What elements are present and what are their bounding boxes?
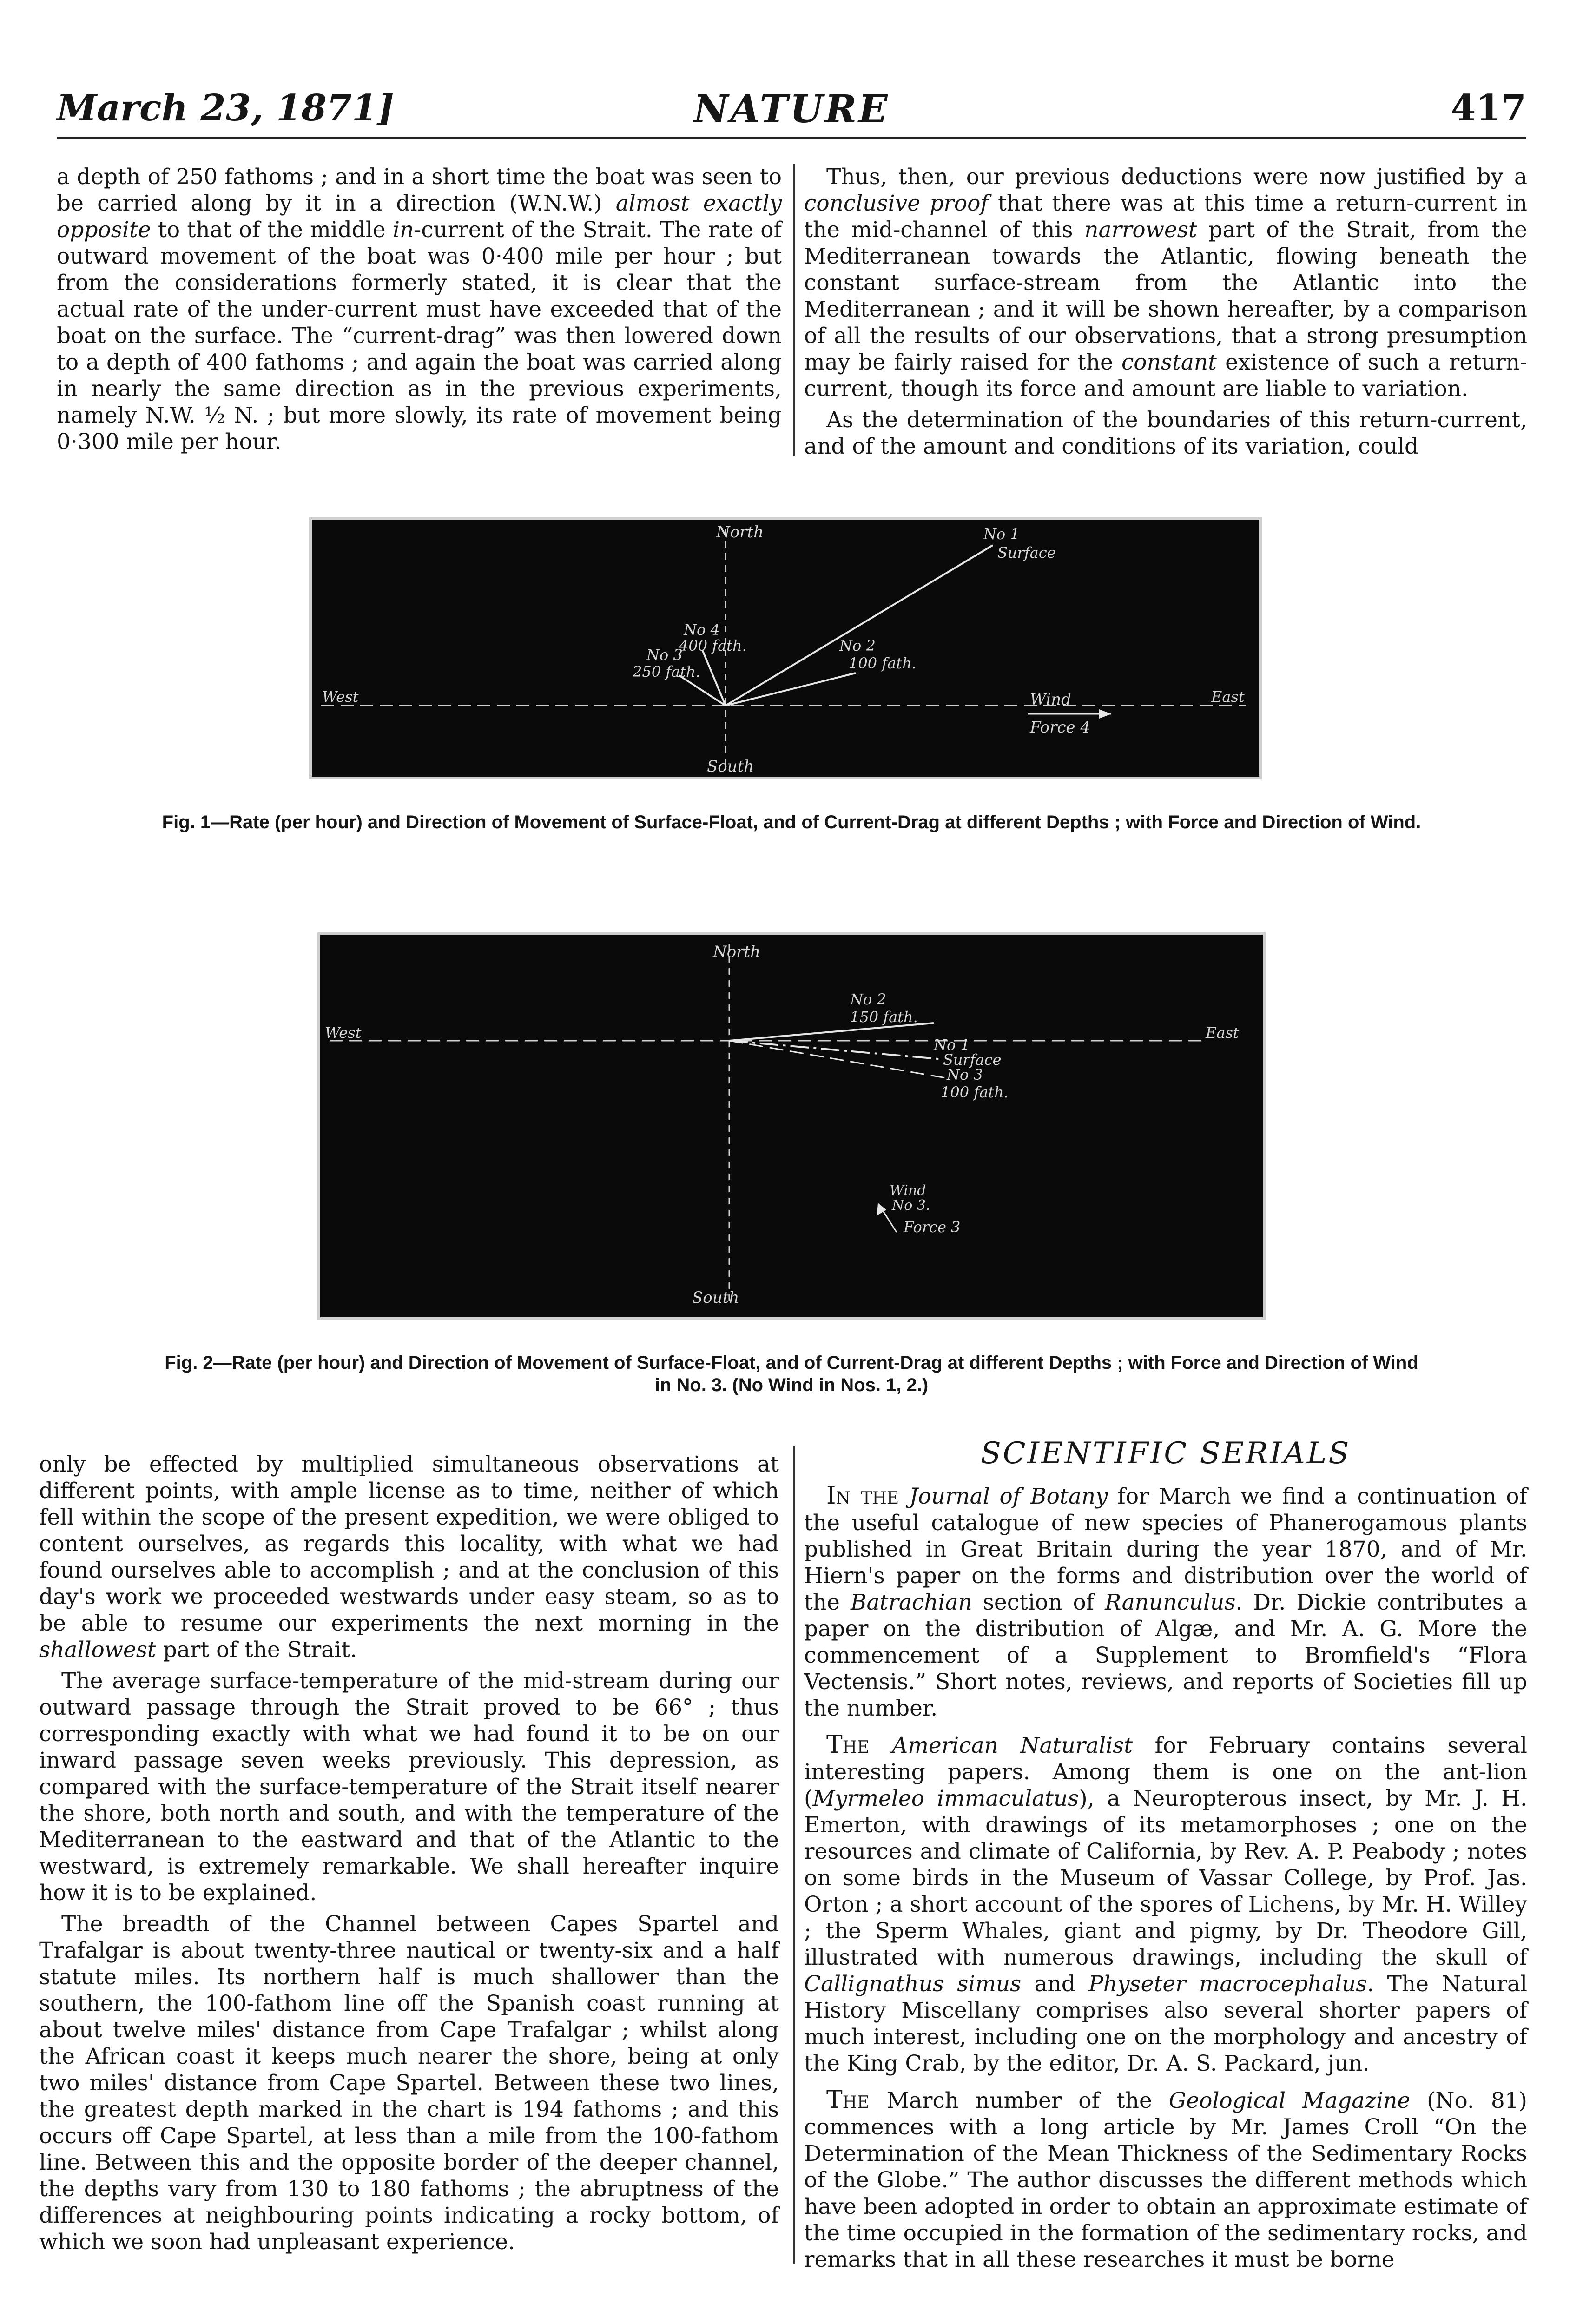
- label-wind: Wind: [1030, 690, 1071, 709]
- figure-2-caption: [57, 1352, 1526, 1396]
- figure-1: [309, 517, 1262, 779]
- label-no2-depth: 100 fath.: [849, 654, 917, 672]
- label-no1: No 1: [934, 1036, 970, 1054]
- paragraph: The average surface-temperature of the mid-stream during our outward passage through the Strait proved to be 66° ; thus corresponding exactly with what we had found it to be on our inward passage seven weeks previously. This depression, as compared with the surface-temperature of the Strait itself nearer the shore, both north and south, and with the temperature of the Mediterranean to the eastward and that of the Atlantic to the westward, is extremely remarkable. We shall hereafter inquire how it is to be explained.: [39, 1668, 779, 1906]
- figure-2: [317, 932, 1266, 1320]
- label-no3: No 3: [646, 646, 683, 664]
- label-south: South: [692, 1288, 739, 1307]
- label-no2: No 2: [839, 637, 876, 654]
- vector-no1-surface: [726, 545, 993, 706]
- bottom-left-column: [39, 1451, 779, 2260]
- wind-arrowhead: [1099, 709, 1111, 719]
- label-east: East: [1206, 1024, 1239, 1042]
- paragraph: only be effected by multiplied simultaneous observations at different points, with ample license as to time, neither of which fell within the scope of the present expedition, we were obliged to content ourselves, as regards this locality, with what we had found ourselves able to accomplish ; and at the conclusion of this day's work we proceeded westwards under easy steam, so as to be able to resume our experiments the next morning in the shallowest part of the Strait.: [39, 1452, 779, 1663]
- label-no4-depth: 400 fath.: [679, 637, 747, 654]
- paragraph: The American Naturalist for February contains several interesting papers. Among them is one on the ant-lion (Myrmeleo immaculatus), a Neuropterous insect, by Mr. J. H. Emerton, with drawings of its metamorphoses ; one on the resources and climate of California, by Rev. A. P. Peabody ; notes on some birds in the Museum of Vassar College, by Prof. Jas. Orton ; a short account of the spores of Lichens, by Mr. H. Willey ; the Sperm Whales, giant and pigmy, by Dr. Theodore Gill, illustrated with numerous drawings, including the skull of Callignathus simus and Physeter macrocephalus. The Natural History Miscellany comprises also several shorter papers of much interest, including one on the morphology and ancestry of the King Crab, by the editor, Dr. A. S. Packard, jun.: [804, 1731, 1528, 2076]
- label-force: Force 3: [904, 1218, 961, 1236]
- label-south: South: [707, 757, 754, 776]
- paragraph: Thus, then, our previous deductions were now justified by a conclusive proof that there was at this time a return-current in the mid-channel of this narrowest part of the Strait, from the Mediterranean towards the Atlantic, flowing beneath the constant surface-stream from the Atlantic into the Mediterranean ; and it will be shown hereafter, by a comparison of all the results of our observations, that a strong presumption may be fairly raised for the constant existence of such a return-current, though its force and amount are liable to variation.: [804, 164, 1528, 402]
- label-surface: Surface: [997, 544, 1056, 561]
- figure-1-diagram: [312, 520, 1259, 777]
- caption-line: in No. 3. (No Wind in Nos. 1, 2.): [654, 1375, 929, 1395]
- label-west: West: [325, 1024, 362, 1042]
- figure-2-diagram: [320, 935, 1263, 1317]
- label-wind-no: No 3.: [892, 1197, 930, 1214]
- label-wind: Wind: [890, 1182, 926, 1199]
- label-north: North: [716, 523, 764, 541]
- page-number: 417: [1451, 87, 1526, 129]
- vector-no1-surface: [729, 1041, 943, 1059]
- vector-no3: [729, 1041, 945, 1078]
- paragraph: In the Journal of Botany for March we find a continuation of the useful catalogue of new species of Phanerogamous plants published in Great Britain during the year 1870, and of Mr. Hiern's paper on the forms and distribution over the world of the Batrachian section of Ranunculus. Dr. Dickie contributes a paper on the distribution of Algæ, and Mr. A. G. More the commencement of a Supplement to Bromfield's “Flora Vectensis.” Short notes, reviews, and reports of Societies fill up the number.: [804, 1482, 1527, 1721]
- label-no1: No 1: [983, 525, 1020, 543]
- figure-1-caption: Fig. 1—Rate (per hour) and Direction of Movement of Surface-Float, and of Current-Drag at different Depths ; with Force and Direction of Wind.: [162, 812, 1421, 832]
- paragraph: a depth of 250 fathoms ; and in a short time the boat was seen to be carried along by it in a direction (W.N.W.) almost exactly opposite to that of the middle in-current of the Strait. The rate of outward movement of the boat was 0·400 mile per hour ; but from the considerations formerly stated, it is clear that the actual rate of the under-current must have exceeded that of the boat on the surface. The “current-drag” was then lowered down to a depth of 400 fathoms ; and again the boat was carried along in nearly the same direction as in the previous experiments, namely N.W. ½ N. ; but more slowly, its rate of movement being 0·300 mile per hour.: [57, 164, 782, 455]
- label-no3-depth: 250 fath.: [633, 663, 700, 680]
- label-no3-depth: 100 fath.: [941, 1083, 1009, 1101]
- section-title: SCIENTIFIC SERIALS: [980, 1436, 1351, 1471]
- label-west: West: [322, 688, 359, 706]
- column-rule: [793, 1446, 795, 2264]
- label-no2: No 2: [850, 990, 886, 1008]
- vector-no2: [726, 673, 856, 706]
- label-surface: Surface: [943, 1051, 1002, 1069]
- issue-date: March 23, 1871]: [57, 87, 395, 129]
- top-right-column: [804, 164, 1527, 464]
- column-rule: [793, 164, 795, 456]
- paragraph: As the determination of the boundaries of this return-current, and of the amount and conditions of its variation, could: [804, 407, 1527, 459]
- paragraph: The breadth of the Channel between Capes Spartel and Trafalgar is about twenty-three nautical or twenty-six and a half statute miles. Its northern half is much shallower than the southern, the 100-fathom line off the Spanish coast running at about twelve miles' distance from Cape Trafalgar ; whilst along the African coast it keeps much nearer the shore, being at only two miles' distance from Cape Spartel. Between these two lines, the greatest depth marked in the chart is 194 fathoms ; and this occurs off Cape Spartel, at less than a mile from the 100-fathom line. Between this and the opposite border of the deeper channel, the depths vary from 130 to 180 fathoms ; the abruptness of the differences at neighbouring points indicating a rocky bottom, of which we soon had unpleasant experience.: [39, 1911, 779, 2255]
- bottom-right-column: [804, 1483, 1527, 2283]
- top-left-column: [57, 164, 782, 460]
- journal-title: NATURE: [693, 87, 890, 132]
- page-header: [57, 81, 1526, 139]
- label-no3: No 3: [947, 1066, 983, 1083]
- caption-line: Fig. 2—Rate (per hour) and Direction of Movement of Surface-Float, and of Current-Drag at different Depths ; with Force and Direction of Wind: [165, 1353, 1418, 1373]
- label-east: East: [1211, 688, 1245, 706]
- label-north: North: [713, 943, 761, 961]
- paragraph: The March number of the Geological Magazine (No. 81) commences with a long article by Mr. James Croll “On the Determination of the Mean Thickness of the Sedimentary Rocks of the Globe.” The author discusses the different methods which have been adopted in order to obtain an approximate estimate of the time occupied in the formation of the sedimentary rocks, and remarks that in all these researches it must be borne: [804, 2086, 1527, 2272]
- label-no4: No 4: [684, 621, 720, 639]
- label-no2-depth: 150 fath.: [850, 1008, 918, 1026]
- label-force: Force 4: [1030, 718, 1091, 737]
